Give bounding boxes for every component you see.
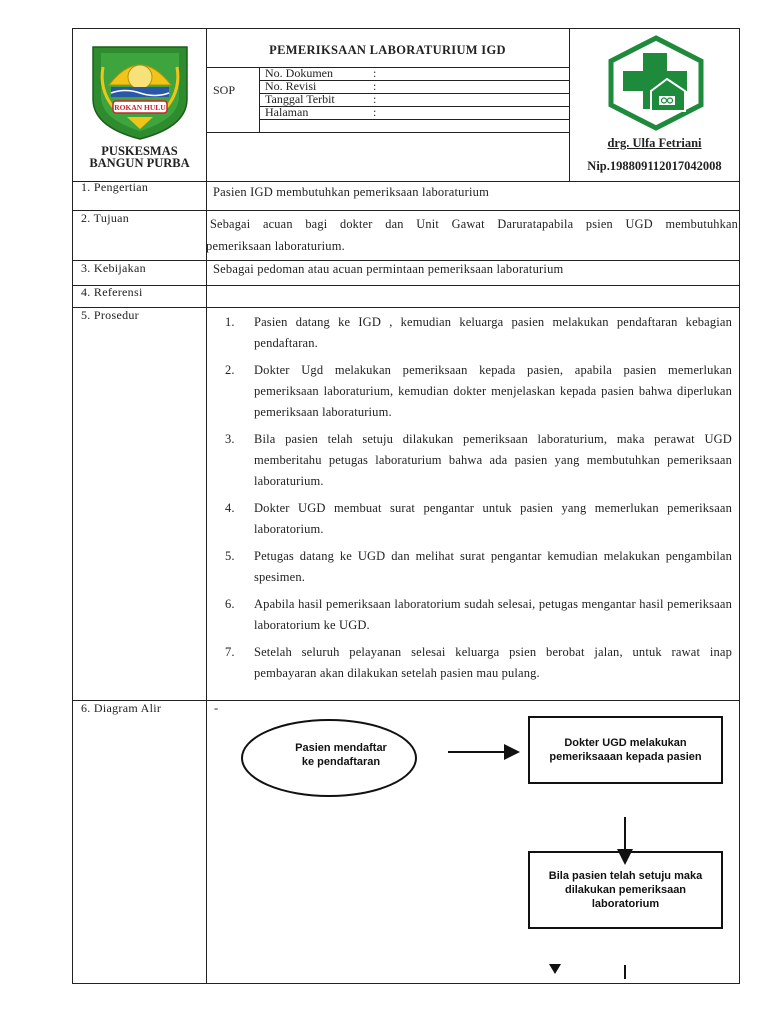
doc-fields — [265, 67, 565, 119]
label-diagram-alir: 6. Diagram Alir — [81, 701, 162, 715]
diagram-dash: - — [214, 701, 219, 715]
sop-document — [72, 28, 740, 984]
regency-emblem — [87, 39, 193, 141]
sop-label: SOP — [213, 83, 236, 97]
header-bottom — [73, 181, 740, 182]
row4-bottom — [73, 307, 740, 308]
flow-node-start: Pasien mendaftar ke pendaftaran — [295, 742, 387, 768]
doc-field-halaman: Halaman : — [265, 105, 377, 119]
row5-bottom — [73, 700, 740, 701]
row1-bottom — [73, 210, 740, 211]
docfield-bottom — [206, 132, 569, 133]
flow-node-consent: Bila pasien telah setuju maka dilakukan pemeriksaan laboratorium — [548, 870, 703, 910]
row2-bottom — [73, 260, 740, 261]
doc-field-revisi: No. Revisi : — [265, 79, 377, 93]
text-tujuan-line2: pemeriksaan laboraturium. — [206, 239, 345, 253]
label-prosedur: 5. Prosedur — [81, 308, 139, 322]
flow-node-exam: Dokter UGD melakukan pemeriksaaan kepada pasien — [549, 737, 702, 763]
health-cross-icon — [601, 35, 711, 131]
procedure-step-1: 1. Pasien datang ke IGD , kemudian keluarga pasien melakukan pendaftaran kebagian pendaftaran. — [225, 315, 732, 350]
procedure-step-4: 4. Dokter UGD membuat surat pengantar untuk pasien yang memerlukan pemeriksaan laboratorium. — [225, 501, 732, 536]
regency-emblem-icon — [87, 39, 193, 141]
label-tujuan: 2. Tujuan — [81, 211, 130, 225]
procedure-list — [217, 312, 732, 690]
procedure-step-3: 3. Bila pasien telah setuju dilakukan pemeriksaan laboraturium, maka perawat UGD memberitahu petugas laboraturium bahwa ada pasien yang membutuhkan pemeriksaan laboraturium. — [225, 432, 732, 488]
flow-arrow-3-head — [545, 960, 565, 980]
label-kebijakan: 3. Kebijakan — [81, 261, 146, 275]
procedure-step-2: 2. Dokter Ugd melakukan pemeriksaan kepada pasien, apabila pasien memerlukan pemeriksaan laboraturium, kemudian dokter menjelaskan kepada pasien bahwa diperlukan pemeriksaan laboraturium. — [225, 363, 732, 419]
label-pengertian: 1. Pengertian — [81, 180, 149, 194]
emblem-ribbon-text: ROKAN HULU — [114, 103, 166, 112]
signer-nip: Nip.198809112017042008 — [587, 159, 722, 173]
text-pengertian: Pasien IGD membutuhkan pemeriksaan laboraturium — [213, 185, 489, 199]
signer-name: drg. Ulfa Fetriani — [607, 136, 702, 150]
procedure-step-5: 5. Petugas datang ke UGD dan melihat surat pengantar kemudian melakukan pengambilan spesimen. — [225, 549, 732, 584]
document-title: PEMERIKSAAN LABORATURIUM IGD — [269, 43, 506, 57]
procedure-step-6: 6. Apabila hasil pemeriksaan laboratorium sudah selesai, petugas mengantar hasil pemeriksaan laboratorium ke UGD. — [225, 597, 732, 632]
doc-field-dokumen: No. Dokumen : — [265, 66, 377, 80]
docfield-line-4 — [259, 119, 569, 120]
health-cross-logo — [601, 35, 711, 131]
sop-divider — [259, 67, 260, 132]
doc-field-tanggal: Tanggal Terbit : — [265, 92, 377, 106]
organization-name: PUSKESMAS BANGUN PURBA — [89, 144, 190, 170]
procedure-step-7: 7. Setelah seluruh pelayanan selesai keluarga psien berobat jalan, untuk rawat inap pembayaran akan dilakukan setelah pasien mau pulang. — [225, 645, 732, 680]
label-referensi: 4. Referensi — [81, 285, 143, 299]
col-divider-left — [206, 29, 207, 984]
row3-bottom — [73, 285, 740, 286]
text-kebijakan: Sebagai pedoman atau acuan permintaan pemeriksaan laboraturium — [213, 262, 564, 276]
text-tujuan-line1: Sebagai acuan bagi dokter dan Unit Gawat Daruratapabila psien UGD membutuhkan — [210, 217, 738, 231]
